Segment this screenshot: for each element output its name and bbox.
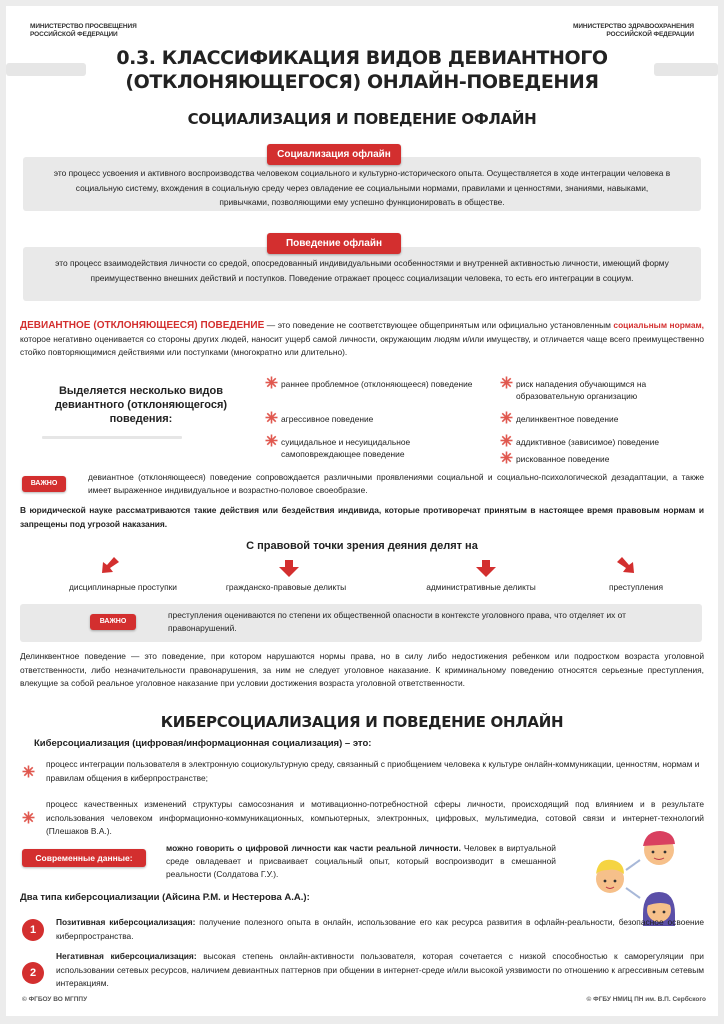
deviant-types-heading: Выделяется несколько видов девиантного (отклоняющегося) поведения:: [54, 385, 228, 425]
footer-left-copyright: © ФГБОУ ВО МГППУ: [22, 996, 88, 1003]
arrow-down-right-icon: [616, 556, 636, 574]
star-bullet-icon: [265, 434, 278, 447]
star-bullet-icon: [22, 811, 35, 824]
deviant-type-item: [265, 436, 455, 460]
cybersocialization-definition-heading: Киберсоциализация (цифровая/информационная социализация) – это:: [34, 738, 372, 749]
person-boy-cap-icon: [643, 831, 675, 865]
heading-underline: [42, 436, 182, 439]
cybersocialization-point-1: процесс интеграции пользователя в электронную социокультурную среду, связанный с приобщением человека к культуре онлайн-коммуникации, ценностям, нормам и правилам общения в киберпространстве;: [46, 759, 700, 783]
number-2-icon: 2: [22, 962, 44, 984]
deviant-type-item: [500, 378, 700, 402]
behavior-definition-text: это процесс взаимодействия личности со средой, опосредованный индивидуальными особенностями и внутренней активностью личности, имеющий форму преимущественно внешних действий и поступков. Поведение отражает процесс социализации человека, то есть его интеграции в социум.: [55, 258, 669, 283]
negative-text: высокая степень онлайн-активности пользователя, которая сочетается с низкой способностью к саморегуляции при использовании сетевых ресурсов, наличием девиантных паттернов при общении в интернет-среде и/или высокой уязвимости по отношению к агрессивным сетевым интеракциям.: [56, 951, 704, 988]
positive-text: получение полезного опыта в онлайн, использование его как ресурса развития в офлайн-реальности, безопасное освоение киберпространства.: [56, 917, 704, 941]
socialization-definition-text: это процесс усвоения и активного воспроизводства человеком социального и культурно-исторического опыта. Осуществляется в ходе интеграции человека в социальную систему, вхождения в социальную среду через овладение ее социальными нормами, правилами и ценностями, знаниями, навыками, привычками, позволяющими ему успешно функционировать в обществе.: [53, 168, 671, 207]
deviant-def-part1: — это поведение не соответствующее общепринятым или официально установленным: [264, 320, 614, 330]
modern-data-label: Современные данные:: [22, 849, 146, 867]
star-bullet-icon: [500, 451, 513, 464]
legal-science-text: В юридической науке рассматриваются такие действия или бездействия индивида, которые противоречат принятым в настоящее время правовым нормам и запрещены под угрозой наказания.: [20, 505, 704, 529]
modern-data-text: [166, 842, 556, 881]
cybersocialization-types-heading: Два типа киберсоциализации (Айсина Р.М. и Нестерова А.А.):: [20, 892, 310, 903]
connector-line: [626, 860, 640, 870]
legal-category-crimes: преступления: [608, 582, 664, 592]
modern-data-bold: можно говорить о цифровой личности как части реальной личности.: [166, 843, 461, 853]
connector-line: [626, 888, 640, 898]
star-bullet-icon: [265, 376, 278, 389]
important-badge: ВАЖНО: [22, 476, 66, 492]
star-bullet-icon: [500, 411, 513, 424]
footer-right-copyright: © ФГБУ НМИЦ ПН им. В.П. Сербского: [586, 996, 706, 1003]
person-blond-icon: [596, 860, 624, 893]
deviant-type-item: [500, 453, 710, 465]
ministry-right-line1: МИНИСТЕРСТВО ЗДРАВООХРАНЕНИЯ: [573, 23, 694, 30]
deviant-type-text: риск нападения обучающимся на образовательную организацию: [516, 379, 647, 401]
deviant-type-item: [500, 413, 710, 425]
star-bullet-icon: [22, 765, 35, 778]
deviant-term: ДЕВИАНТНОЕ (ОТКЛОНЯЮЩЕЕСЯ) ПОВЕДЕНИЕ: [20, 320, 265, 331]
legal-category-administrative: административные деликты: [426, 582, 536, 592]
ministry-left-line1: МИНИСТЕРСТВО ПРОСВЕЩЕНИЯ: [30, 23, 137, 30]
positive-title: Позитивная киберсоциализация:: [56, 917, 196, 927]
negative-cybersocialization: [56, 950, 704, 991]
section-title-offline: СОЦИАЛИЗАЦИЯ И ПОВЕДЕНИЕ ОФЛАЙН: [187, 110, 537, 128]
ministry-right-line2: РОССИЙСКОЙ ФЕДЕРАЦИИ: [606, 31, 694, 38]
arrow-down-icon: [476, 560, 496, 578]
ministry-health-label: [573, 23, 694, 39]
deviant-type-item: [500, 436, 710, 448]
deviant-type-item: [265, 413, 475, 425]
important-deviant-text: девиантное (отклоняющееся) поведение сопровождается различными проявлениями социальной и социально-психологической дезадаптации, а также имеет выраженное индивидуальное и возрастно-половое своеобразие.: [88, 472, 704, 495]
legal-category-civil: гражданско-правовые деликты: [225, 582, 347, 592]
star-bullet-icon: [500, 434, 513, 447]
negative-title: Негативная киберсоциализация:: [56, 951, 197, 961]
important-crimes-text: преступления оцениваются по степени их общественной опасности в контексте уголовного права, что отделяет их от правонарушений.: [168, 610, 626, 633]
deviant-type-text: раннее проблемное (отклоняющееся) поведение: [281, 379, 473, 389]
deviant-type-text: делинквентное поведение: [516, 414, 619, 424]
deviant-type-item: [265, 378, 475, 390]
number-1-icon: 1: [22, 919, 44, 941]
page-title: [6, 46, 718, 94]
deviant-type-text: рискованное поведение: [516, 454, 610, 464]
social-norms-highlight: социальным нормам,: [613, 320, 704, 330]
title-line-1: 0.3. КЛАССИФИКАЦИЯ ВИДОВ ДЕВИАНТНОГО: [116, 47, 608, 69]
delinquent-definition: Делинквентное поведение — это поведение, при котором нарушаются нормы права, но в силу либо недостижения ребенком или подростком возраста уголовной ответственности, либо незначительности правонарушения, за ним не следует уголовное наказание. К криминальному поведению относятся серьезные преступления, влекущие за собой реальное уголовное наказание при условии достижения возраста уголовной ответственности.: [20, 651, 704, 688]
deviant-type-text: суицидальное и несуицидальное самоповреждающее поведение: [281, 437, 411, 459]
legal-category-disciplinary: дисциплинарные проступки: [69, 582, 177, 592]
modern-data-rest: Человек в виртуальной среде овладевает и присваивает социальный опыт, который воспроизводит в смешанной реальности (Солдатова Г.У.).: [166, 843, 556, 879]
positive-cybersocialization: [56, 916, 704, 943]
star-bullet-icon: [500, 376, 513, 389]
arrow-down-left-icon: [100, 556, 120, 574]
deviant-definition: [20, 319, 704, 360]
poster-page: [6, 6, 718, 1016]
deviant-type-text: аддиктивное (зависимое) поведение: [516, 437, 660, 447]
deviant-type-text: агрессивное поведение: [281, 414, 374, 424]
arrow-down-icon: [279, 560, 299, 578]
behavior-offline-label: Поведение офлайн: [267, 233, 401, 254]
behavior-definition-box: [23, 247, 701, 301]
socialization-definition-box: [23, 157, 701, 211]
socialization-offline-label: Социализация офлайн: [267, 144, 401, 165]
ministry-education-label: [30, 23, 137, 39]
deviant-def-part2: которое негативно оценивается со стороны других людей, наносит ущерб самой личности, окружающим людям и/или имуществу, и отличается чаще всего преимущественно стойко повторяющимися действиями или поступками (многократно или длительно).: [20, 333, 704, 357]
important-badge: ВАЖНО: [90, 614, 136, 630]
title-line-2: (ОТКЛОНЯЮЩЕГОСЯ) ОНЛАЙН-ПОВЕДЕНИЯ: [125, 71, 599, 93]
ministry-left-line2: РОССИЙСКОЙ ФЕДЕРАЦИИ: [30, 31, 118, 38]
section-title-online: КИБЕРСОЦИАЛИЗАЦИЯ И ПОВЕДЕНИЕ ОНЛАЙН: [160, 713, 564, 731]
legal-categories-heading: С правовой точки зрения деяния делят на: [246, 540, 478, 552]
star-bullet-icon: [265, 411, 278, 424]
cybersocialization-point-2: процесс качественных изменений структуры самосознания и мотивационно-потребностной сферы личности, происходящий под влиянием и в результате использования человеком информационно-коммуникационных, компьютерных, электронных, цифровых, мультимедиа, сотовой связи и интернет-технологий (Плешаков В.А.).: [46, 799, 704, 836]
